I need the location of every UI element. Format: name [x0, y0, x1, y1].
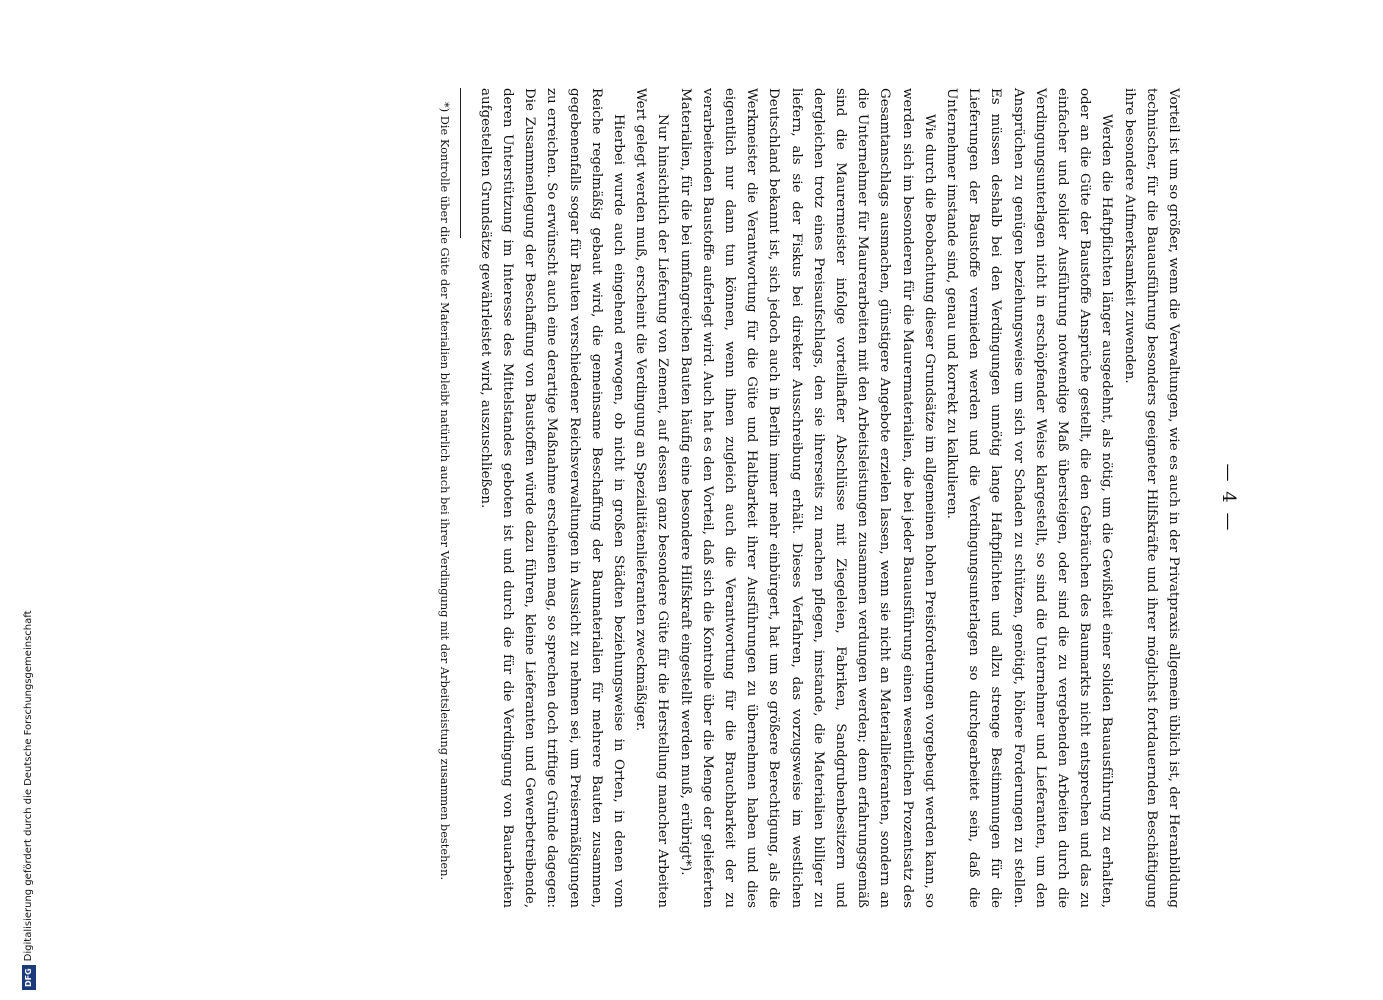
- paragraph: Werden die Haftpflichten länger ausgedehnt, als nötig, um die Gewißheit einer soliden Bauausführung zu erhalten, oder an die Güte der Baustoffe Ansprüche gestellt, die den Gebräuchen des Baumarkts nicht entsprechen und das zu einfacher und solider Ausführung notwendige Maß übersteigen, oder sind die zu vergebenden Arbeiten durch die Verdingungsunterlagen nicht in erschöpfender Weise klargestellt, so sind die Unternehmer und Lieferanten, um den Ansprüchen zu genügen beziehungsweise um sich vor Schaden zu schützen, genötigt, höhere Forderungen zu stellen. Es müssen deshalb bei den Verdingungen unnötig lange Haftpflichten und allzu strenge Bestimmungen für die Lieferungen der Baustoffe vermieden werden und die Verdingungsunterlagen so durchgearbeitet sein, daß die Unternehmer imstande sind, genau und korrekt zu kalkulieren.: [943, 88, 1115, 908]
- digitization-credit: [22, 390, 36, 990]
- page-number: — 4 —: [1218, 463, 1239, 533]
- paragraph: Hierbei wurde auch eingehend erwogen, ob nicht in großen Städten beziehungsweise in Orten, in denen vom Reiche regelmäßig gebaut wird, die gemeinsame Beschaffung der Baumaterialien für mehrere Bauten zusammen, gegebenenfalls sogar für Bauten verschiedener Reichsverwaltungen in Aussicht zu nehmen sei, um Preisermäßigungen zu erreichen. So erwünscht auch eine derartige Maßnahme erscheinen mag, so sprechen doch triftige Gründe dagegen: Die Zusammenlegung der Beschaffung von Baustoffen würde dazu führen, kleine Lieferanten und Gewerbetreibende, deren Unterstützung im Interesse des Mittelstandes geboten ist und durch die für die Verdingung von Bauarbeiten aufgestellten Grundsätze gewährleistet wird, auszuschließen.: [477, 88, 626, 908]
- paragraph: Vorteil ist um so größer, wenn die Verwaltungen, wie es auch in der Privatpraxis allgemein üblich ist, der Heranbildung technischer, für die Bauausführung besonders geeigneter Hilfskräfte und ihrer möglichst fortdauernden Beschäftigung ihre besondere Aufmerksamkeit zuwenden.: [1121, 88, 1181, 908]
- paragraph: Nur hinsichtlich der Lieferung von Zement, auf dessen ganz besondere Güte für die Herstellung mancher Arbeiten Wert gelegt werden muß, erscheint die Verdingung an Spezialitätenlieferanten zweckmäßiger.: [633, 88, 671, 908]
- footnote-divider: [461, 88, 462, 238]
- document-page: [168, 88, 1248, 908]
- paragraph: Wie durch die Beobachtung dieser Grundsätze im allgemeinen hohen Preisforderungen vorgebeugt werden kann, so werden sich im besonderen für die Maurermaterialien, die bei jeder Bauausführung einen wesentlichen Prozentsatz des Gesamtanschlags ausmachen, günstigere Angebote erzielen lassen, wenn sie nicht an Materiallieferanten, sondern an die Unternehmer für Maurerarbeiten mit den Arbeitsleistungen zusammen verdungen werden; denn erfahrungsgemäß sind die Maurermeister infolge vorteilhafter Abschlüsse mit Ziegeleien, Fabriken, Sandgrubenbesitzern und dergleichen trotz eines Preisaufschlags, den sie ihrerseits zu machen pflegen, imstande, die Materialien billiger zu liefern, als sie der Fiskus bei direkter Ausschreibung erhält. Dieses Verfahren, das vorzugsweise im westlichen Deutschland bekannt ist, sich jedoch auch in Berlin immer mehr einbürgert, hat um so größere Berechtigung, als die Werkmeister die Verantwortung für die Güte und Haltbarkeit ihrer Ausführungen zu übernehmen haben und dies eigentlich nur dann tun können, wenn ihnen zugleich auch die Verantwortung für die Brauchbarkeit der zu verarbeitenden Baustoffe auferlegt wird. Auch hat es den Vorteil, daß sich die Kontrolle über die Menge der gelieferten Materialien, für die bei umfangreichen Bauten häufig eine besondere Hilfskraft eingestellt werden muß, erübrigt*).: [677, 88, 937, 908]
- footnote: *) Die Kontrolle über die Güte der Materialien bleibt natürlich auch bei ihrer Verdingung mit der Arbeitsleistung zusammen bestehen.: [438, 102, 453, 881]
- credit-text: Digitalisierung gefördert durch die Deutsche Forschungsgemeinschaft: [23, 610, 34, 962]
- dfg-logo: DFG: [22, 965, 36, 990]
